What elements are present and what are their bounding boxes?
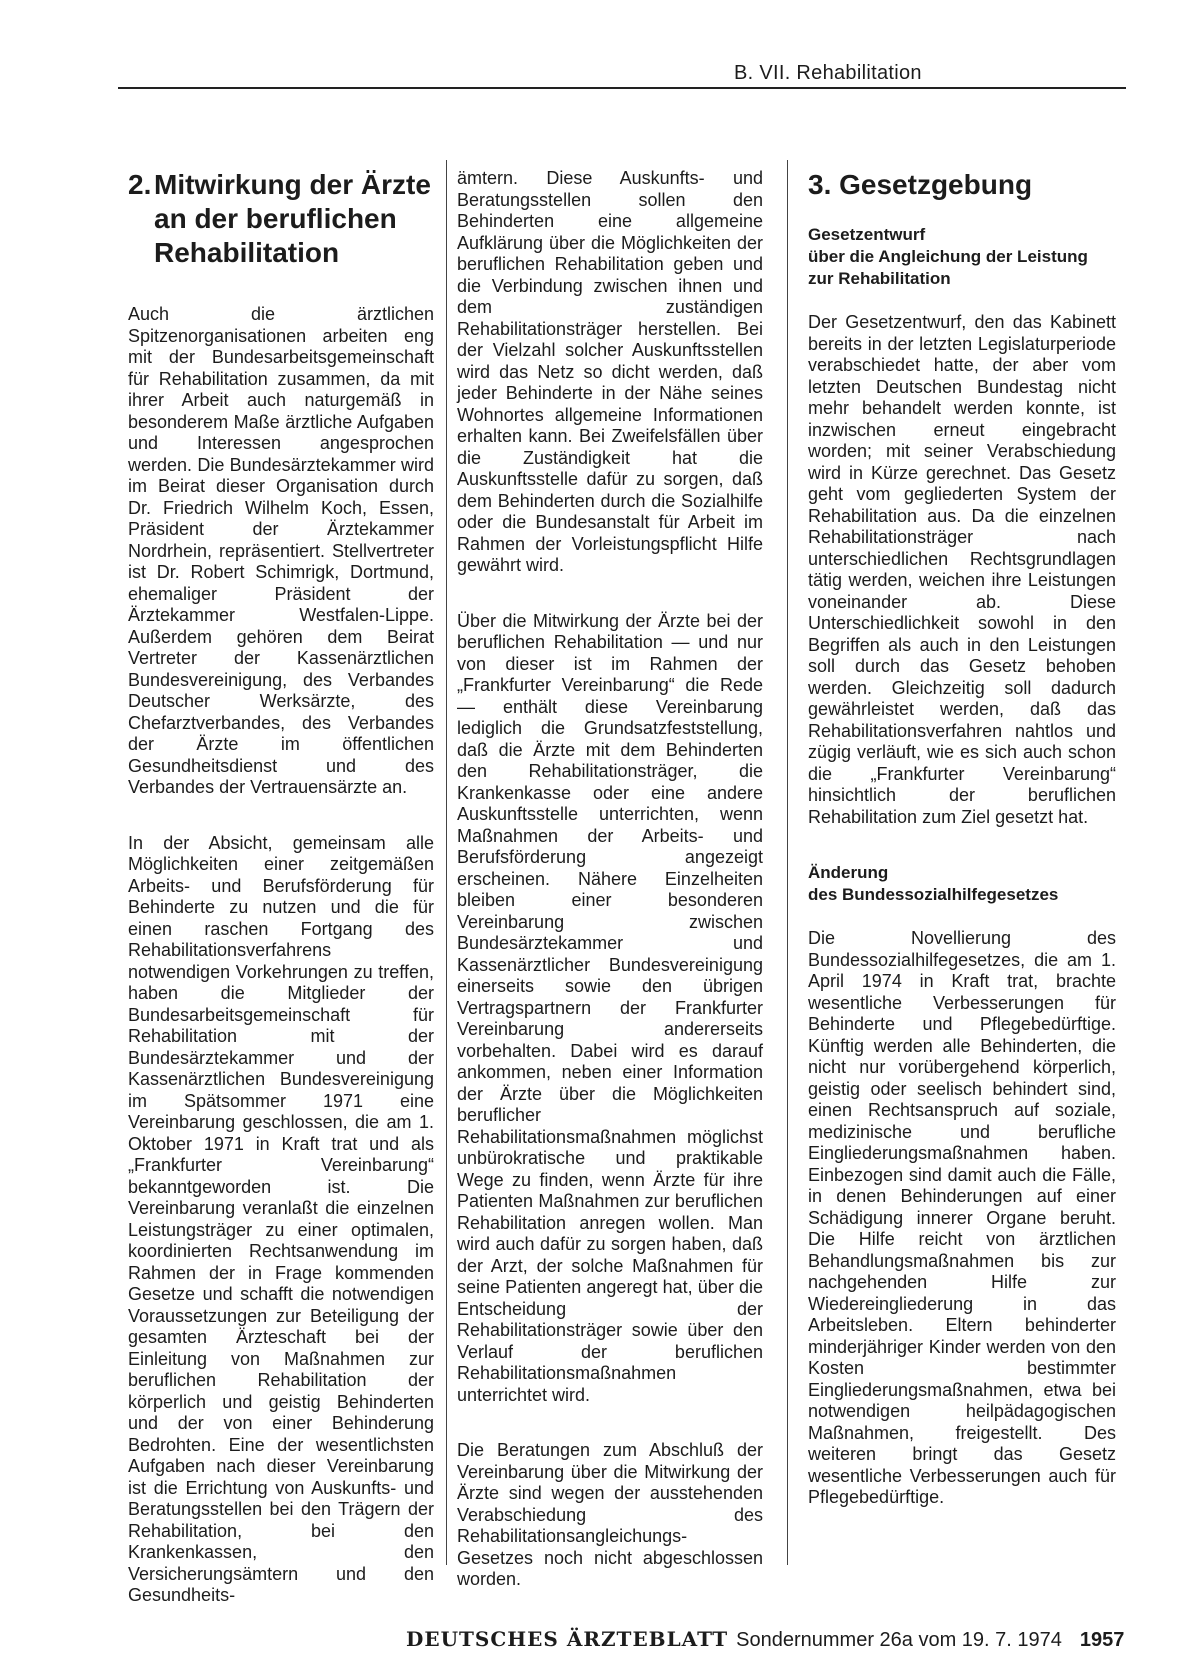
paragraph: Die Beratungen zum Abschluß der Vereinbarung über die Mitwirkung der Ärzte sind wegen der ausstehenden Verabschiedung des Rehabilitationsangleichungs-Gesetzes noch nicht abgeschlossen worden. [457,1440,763,1589]
paragraph: Der Gesetzentwurf, den das Kabinett bereits in der letzten Legislaturperiode verabschiedet hatte, der aber vom letzten Deutschen Bundestag nicht mehr behandelt werden konnte, ist inzwischen erneut eingebracht worden; mit seiner Verabschiedung wird in Kürze gerechnet. Das Gesetz geht vom gegliederten System der Rehabilitation aus. Da die einzelnen Rehabilitationsträger nach unterschiedlichen Rechtsgrundlagen tätig werden, weichen ihre Leistungen voneinander ab. Diese Unterschiedlichkeit sowohl in den Begriffen als auch in den Leistungen soll durch das Gesetz behoben werden. Gleichzeitig soll dadurch gewährleistet werden, daß das Rehabilitationsverfahren nahtlos und zügig verläuft, wie es sich auch schon die „Frankfurter Vereinbarung“ hinsichtlich der beruflichen Rehabilitation zum Ziel gesetzt hat. [808,312,1116,827]
column-divider [446,160,447,1565]
heading-number: 2. [128,169,152,200]
column-2 [457,168,763,1591]
subheading-line: über die Angleichung der Leistung [808,247,1088,266]
section-heading-3: 3. Gesetzgebung [808,169,1033,200]
column-3 [808,168,1116,1509]
subheading-line: zur Rehabilitation [808,269,951,288]
issue-info: Sondernummer 26a vom 19. 7. 1974 [736,1629,1062,1651]
section-heading-2 [128,168,434,270]
heading-line-1: Mitwirkung der Ärzte [154,169,431,200]
column-divider [787,160,788,1565]
paragraph: Über die Mitwirkung der Ärzte bei der beruflichen Rehabilitation — und nur von dieser ist im Rahmen der „Frankfurter Vereinbarung“ die Rede — enthält diese Vereinbarung lediglich die Grundsatzfeststellung, daß die Ärzte mit dem Behinderten den Rehabilitationsträger, die Krankenkasse oder eine andere Auskunftsstelle unterrichten, wenn Maßnahmen der Arbeits- und Berufsförderung angezeigt erscheinen. Nähere Einzelheiten bleiben einer besonderen Vereinbarung zwischen Bundesärztekammer und Kassenärztlicher Bundesvereinigung einerseits sowie den übrigen Vertragspartnern der Frankfurter Vereinbarung andererseits vorbehalten. Dabei wird es darauf ankommen, neben einer Information der Ärzte über die Möglichkeiten beruflicher Rehabilitationsmaßnahmen möglichst unbürokratische und praktikable Wege zu finden, wenn Ärzte für ihre Patienten Maßnahmen zur beruflichen Rehabilitation anregen wollen. Man wird auch dafür zu sorgen haben, daß der Arzt, der solche Maßnahmen für seine Patienten angeregt hat, über die Entscheidung der Rehabilitationsträger sowie über den Verlauf der beruflichen Rehabilitationsmaßnahmen unterrichtet wird. [457,610,763,1405]
subheading-line: Änderung [808,863,889,882]
paragraph: In der Absicht, gemeinsam alle Möglichkeiten einer zeitgemäßen Arbeits- und Berufsförderung für Behinderte zu nutzen und die für einen raschen Fortgang des Rehabilitationsverfahrens notwendigen Vorkehrungen zu treffen, haben die Mitglieder der Bundesarbeitsgemeinschaft für Rehabilitation mit der Bundesärztekammer und der Kassenärztlichen Bundesvereinigung im Spätsommer 1971 eine Vereinbarung geschlossen, die am 1. Oktober 1971 in Kraft trat und als „Frankfurter Vereinbarung“ bekanntgeworden ist. Die Vereinbarung veranlaßt die einzelnen Leistungsträger zu einer optimalen, koordinierten Rechtsanwendung im Rahmen der in Frage kommenden Gesetze und schafft die notwendigen Voraussetzungen zur Beteiligung der gesamten Ärzteschaft bei der Einleitung von Maßnahmen zur beruflichen Rehabilitation der körperlich und geistig Behinderten und der von einer Behinderung Bedrohten. Eine der wesentlichsten Aufgaben nach dieser Vereinbarung ist die Errichtung von Auskunfts- und Beratungsstellen bei den Trägern der Rehabilitation, bei den Krankenkassen, den Versicherungsämtern und den Gesundheits- [128,832,434,1605]
section-header: B. VII. Rehabilitation [734,62,922,84]
paragraph: ämtern. Diese Auskunfts- und Beratungsstellen sollen den Behinderten eine allgemeine Aufklärung über die Möglichkeiten der beruflichen Rehabilitation geben und die Verbindung zwischen ihnen und dem zuständigen Rehabilitationsträger herstellen. Bei der Vielzahl solcher Auskunftsstellen wird das Netz so dicht werden, daß jeder Behinderte in der Nähe seines Wohnortes allgemeine Informationen erhalten kann. Bei Zweifelsfällen über die Zuständigkeit hat die Auskunftsstelle dafür zu sorgen, daß dem Behinderten durch die Sozialhilfe oder die Bundesanstalt für Arbeit im Rahmen der Vorleistungspflicht Hilfe gewährt wird. [457,168,763,575]
subheading [808,224,1116,290]
subheading-line: des Bundessozialhilfegesetzes [808,885,1059,904]
subheading-line: Gesetzentwurf [808,225,926,244]
paragraph: Die Novellierung des Bundessozialhilfegesetzes, die am 1. April 1974 in Kraft trat, brachte wesentliche Verbesserungen für Behinderte und Pflegebedürftige. Künftig werden alle Behinderten, die nicht nur vorübergehend körperlich, geistig oder seelisch behindert sind, einen Rechtsanspruch auf soziale, medizinische und berufliche Eingliederungsmaßnahmen haben. Einbezogen sind damit auch die Fälle, in denen Behinderungen auf einer Schädigung innerer Organe beruht. Die Hilfe reicht von ärztlichen Behandlungsmaßnahmen bis zur nachgehenden Hilfe zur Wiedereingliederung in das Arbeitsleben. Eltern behinderter minderjähriger Kinder werden von den Kosten bestimmter Eingliederungsmaßnahmen, etwa bei notwendigen heilpädagogischen Maßnahmen, freigestellt. Des weiteren bringt das Gesetz wesentliche Verbesserungen auch für Pflegebedürftige. [808,928,1116,1507]
heading-line-2: an der beruflichen [154,203,397,234]
footer [406,1627,1124,1652]
subheading [808,862,1116,906]
publication-name: DEUTSCHES ÄRZTEBLATT [406,1627,729,1651]
heading-line-3: Rehabilitation [154,237,340,268]
paragraph: Auch die ärztlichen Spitzenorganisationen arbeiten eng mit der Bundesarbeitsgemeinschaft für Rehabilitation zusammen, da mit ihrer Arbeit auch naturgemäß in besonderem Maße ärztliche Aufgaben und Interessen angesprochen werden. Die Bundesärztekammer wird im Beirat dieser Organisation durch Dr. Friedrich Wilhelm Koch, Essen, Präsident der Ärztekammer Nordrhein, repräsentiert. Stellvertreter ist Dr. Robert Schimrigk, Dortmund, ehemaliger Präsident der Ärztekammer Westfalen-Lippe. Außerdem gehören dem Beirat Vertreter der Kassenärztlichen Bundesvereinigung, des Verbandes Deutscher Werksärzte, des Chefarztverbandes, des Verbandes der Ärzte im öffentlichen Gesundheitsdienst und des Verbandes der Vertrauensärzte an. [128,304,434,797]
page-number: 1957 [1079,1629,1125,1651]
column-1 [128,168,434,1607]
header-rule [118,87,1126,89]
